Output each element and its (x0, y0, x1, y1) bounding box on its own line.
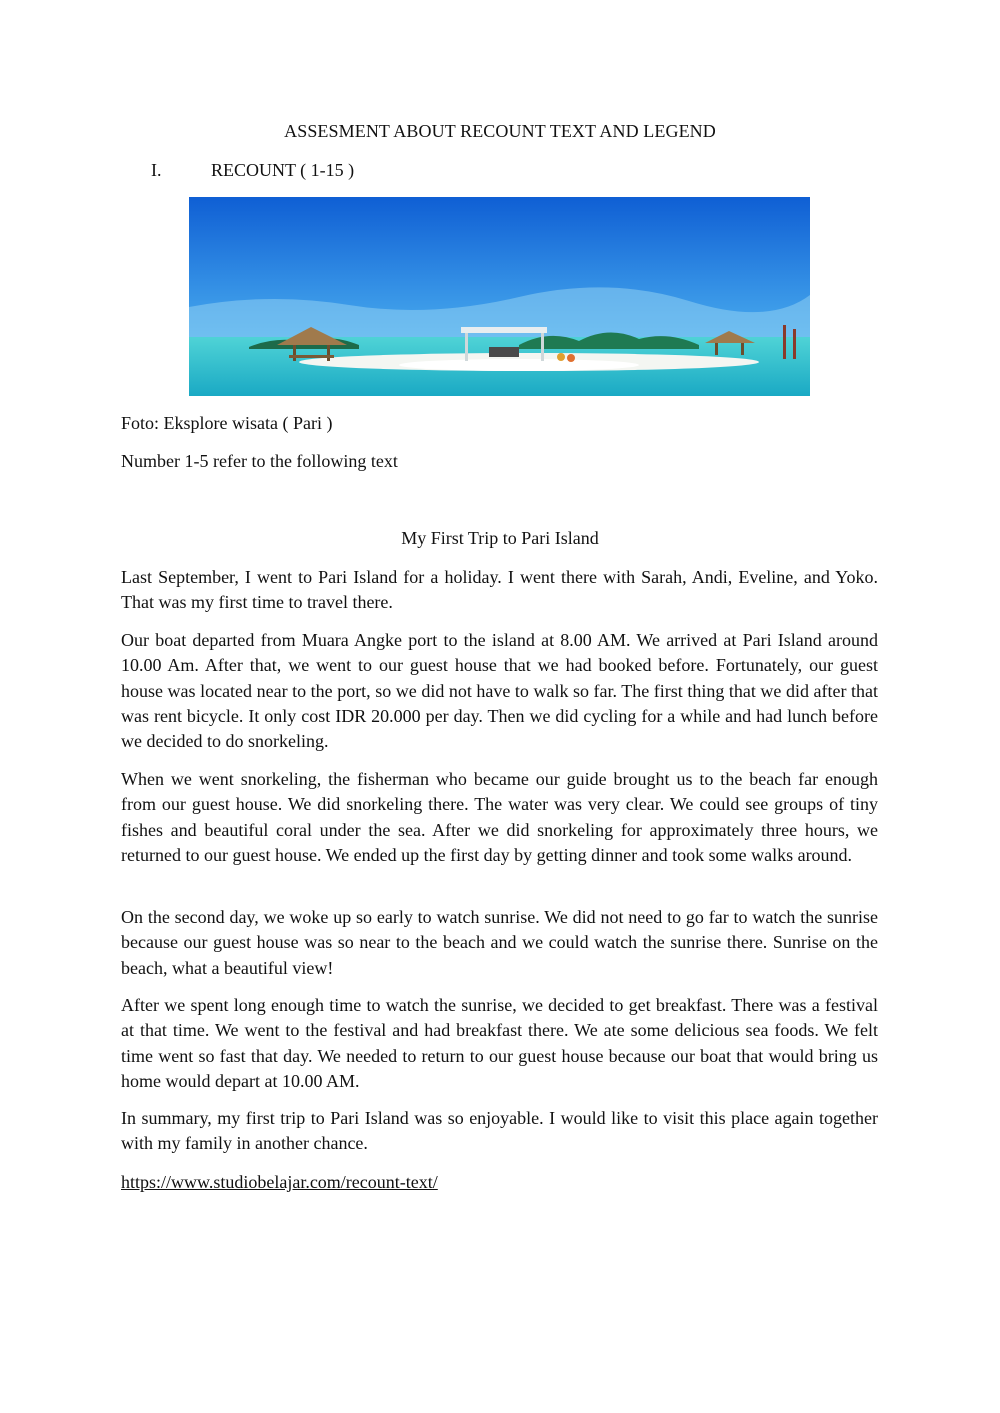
story-paragraph: After we spent long enough time to watch the sunrise, we decided to get breakfast. There was a festival at that time. We went to the festival and had breakfast there. We ate some delicious sea foods. We felt time went so fast that day. We needed to return to our guest house because our boat that would bring us home would depart at 10.00 AM. (121, 995, 878, 1091)
story-paragraph: Last September, I went to Pari Island for a holiday. I went there with Sarah, Andi, Eveline, and Yoko. That was my first time to travel there. (121, 567, 878, 613)
section-heading (151, 160, 354, 181)
story-paragraph: Our boat departed from Muara Angke port to the island at 8.00 AM. We arrived at Pari Island around 10.00 Am. After that, we went to our guest house that we had booked before. Fortunately, our guest house was located near to the port, so we did not have to walk so far. The first thing that we did after that was rent bicycle. It only cost IDR 20.000 per day. Then we did cycling for a while and had lunch before we decided to do snorkeling. (121, 630, 878, 752)
island-photo (189, 197, 810, 396)
story-paragraph: On the second day, we woke up so early to watch sunrise. We did not need to go far to watch the sunrise because our guest house was so near to the beach and we could watch the sunrise there. Sunrise on the beach, what a beautiful view! (121, 907, 878, 978)
source-link[interactable]: https://www.studiobelajar.com/recount-text/ (121, 1172, 438, 1192)
section-title: RECOUNT ( 1-15 ) (211, 160, 355, 180)
photo-caption: Foto: Eksplore wisata ( Pari ) (121, 413, 333, 433)
story-title: My First Trip to Pari Island (401, 528, 599, 548)
page-title: ASSESMENT ABOUT RECOUNT TEXT AND LEGEND (284, 121, 716, 141)
section-number: I. (151, 160, 162, 180)
island-photo-illustration (189, 197, 810, 396)
story-paragraph: In summary, my first trip to Pari Island was so enjoyable. I would like to visit this place again together with my family in another chance. (121, 1108, 878, 1154)
pavilion-roof (461, 327, 547, 333)
instruction-text: Number 1-5 refer to the following text (121, 451, 398, 471)
story-paragraph: When we went snorkeling, the fisherman who became our guide brought us to the beach far enough from our guest house. We did snorkeling there. The water was very clear. We could see groups of tiny fishes and beautiful coral under the sea. After we did snorkeling for approximately three hours, we returned to our guest house. We ended up the first day by getting dinner and took some walks around. (121, 769, 878, 865)
sandbar-highlight (399, 359, 639, 371)
